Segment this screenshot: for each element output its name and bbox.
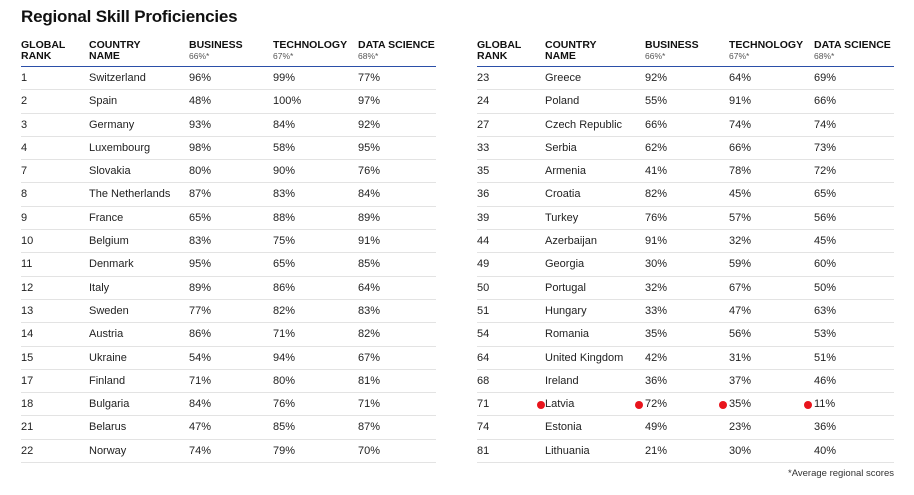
data-science-cell: 95% [358, 141, 381, 154]
business-cell: 33% [645, 304, 668, 317]
business-cell: 76% [645, 211, 668, 224]
table-row [477, 370, 894, 393]
business-cell: 93% [189, 118, 212, 131]
rank-cell: 71 [477, 398, 490, 411]
country-cell: Sweden [89, 304, 129, 317]
header-business: BUSINESS 66%* [645, 39, 699, 61]
rank-cell: 35 [477, 165, 490, 178]
country-cell: Bulgaria [89, 398, 130, 411]
table-row [477, 67, 894, 90]
table-row [477, 277, 894, 300]
table-row [21, 277, 436, 300]
country-cell: France [89, 211, 124, 224]
data-science-cell: 56% [814, 211, 837, 224]
business-cell: 36% [645, 374, 668, 387]
technology-cell: 82% [273, 304, 296, 317]
table-row [21, 160, 436, 183]
data-science-cell: 69% [814, 72, 837, 84]
data-science-cell: 67% [358, 351, 381, 364]
rank-cell: 33 [477, 141, 490, 154]
rank-cell: 12 [21, 281, 34, 294]
technology-cell: 56% [729, 328, 752, 341]
technology-cell: 64% [729, 72, 752, 84]
country-cell: Spain [89, 95, 118, 108]
data-science-cell: 81% [358, 374, 381, 387]
header-data-science: DATA SCIENCE 68%* [814, 39, 891, 61]
highlight-dot-icon [719, 401, 727, 409]
header-country: COUNTRY NAME [545, 39, 597, 62]
data-science-cell: 76% [358, 165, 381, 178]
rank-cell: 64 [477, 351, 490, 364]
country-cell: Latvia [545, 398, 575, 411]
country-cell: Luxembourg [89, 141, 151, 154]
data-science-cell: 50% [814, 281, 837, 294]
technology-cell: 76% [273, 398, 296, 411]
business-cell: 71% [189, 374, 212, 387]
data-science-cell: 85% [358, 258, 381, 271]
technology-cell: 31% [729, 351, 752, 364]
technology-cell: 37% [729, 374, 752, 387]
table-row [477, 207, 894, 230]
rank-cell: 8 [21, 188, 28, 201]
technology-cell: 67% [729, 281, 752, 294]
rank-cell: 4 [21, 141, 28, 154]
rank-cell: 13 [21, 304, 34, 317]
data-science-cell: 91% [358, 235, 381, 248]
rank-cell: 18 [21, 398, 34, 411]
highlight-dot-icon [537, 401, 545, 409]
country-cell: Portugal [545, 281, 586, 294]
business-cell: 49% [645, 421, 668, 434]
data-science-cell: 40% [814, 444, 837, 457]
technology-cell: 84% [273, 118, 296, 131]
business-cell: 65% [189, 211, 212, 224]
business-cell: 95% [189, 258, 212, 271]
country-cell: Georgia [545, 258, 585, 271]
business-average: 66%* [189, 51, 210, 61]
table-row [477, 114, 894, 137]
country-cell: Ireland [545, 374, 579, 387]
country-cell: Slovakia [89, 165, 131, 178]
data-science-cell: 70% [358, 444, 381, 457]
business-cell: 41% [645, 165, 668, 178]
technology-cell: 23% [729, 421, 752, 434]
data-science-cell: 46% [814, 374, 837, 387]
header-country: COUNTRY NAME [89, 39, 141, 62]
header-rank: GLOBAL RANK [477, 39, 522, 62]
technology-cell: 90% [273, 165, 296, 178]
table-row [477, 393, 894, 416]
rank-cell: 74 [477, 421, 490, 434]
business-cell: 47% [189, 421, 212, 434]
table-row [21, 90, 436, 113]
header-data-science: DATA SCIENCE 68%* [358, 39, 435, 61]
header-business: BUSINESS 66%* [189, 39, 243, 61]
table-row [21, 393, 436, 416]
country-cell: Lithuania [545, 444, 590, 457]
table-row [477, 183, 894, 206]
business-cell: 62% [645, 141, 668, 154]
rank-cell: 21 [21, 421, 34, 434]
business-cell: 30% [645, 258, 668, 271]
highlight-dot-icon [804, 401, 812, 409]
business-cell: 54% [189, 351, 212, 364]
country-cell: United Kingdom [545, 351, 624, 364]
rank-cell: 24 [477, 95, 490, 108]
technology-cell: 59% [729, 258, 752, 271]
technology-cell: 100% [273, 95, 302, 108]
data-science-cell: 73% [814, 141, 837, 154]
ranking-table-right [477, 38, 894, 463]
business-cell: 66% [645, 118, 668, 131]
table-row [21, 183, 436, 206]
table-body [477, 67, 894, 463]
table-row [21, 67, 436, 90]
technology-cell: 79% [273, 444, 296, 457]
technology-cell: 47% [729, 304, 752, 317]
country-cell: Poland [545, 95, 580, 108]
country-cell: Italy [89, 281, 110, 294]
business-cell: 89% [189, 281, 212, 294]
rank-cell: 36 [477, 188, 490, 201]
business-cell: 74% [189, 444, 212, 457]
business-cell: 92% [645, 72, 668, 84]
technology-cell: 30% [729, 444, 752, 457]
header-technology: TECHNOLOGY 67%* [729, 39, 804, 61]
business-average: 66%* [645, 51, 666, 61]
data-science-cell: 66% [814, 95, 837, 108]
data-science-cell: 82% [358, 328, 381, 341]
table-row [477, 323, 894, 346]
table-header [21, 38, 436, 67]
country-cell: Armenia [545, 165, 586, 178]
data-science-cell: 60% [814, 258, 837, 271]
technology-average: 67%* [729, 51, 750, 61]
rank-cell: 7 [21, 165, 28, 178]
technology-cell: 85% [273, 421, 296, 434]
country-cell: Greece [545, 72, 582, 84]
data-science-cell: 65% [814, 188, 837, 201]
table-row [477, 416, 894, 439]
technology-cell: 78% [729, 165, 752, 178]
table-row [21, 347, 436, 370]
business-cell: 80% [189, 165, 212, 178]
rank-cell: 27 [477, 118, 490, 131]
data-science-cell: 84% [358, 188, 381, 201]
rank-cell: 54 [477, 328, 490, 341]
technology-cell: 94% [273, 351, 296, 364]
table-row [21, 440, 436, 463]
country-cell: Estonia [545, 421, 582, 434]
data-science-cell: 11% [814, 398, 836, 411]
data-science-average: 68%* [358, 51, 379, 61]
country-cell: The Netherlands [89, 188, 171, 201]
country-cell: Azerbaijan [545, 235, 597, 248]
country-cell: Croatia [545, 188, 581, 201]
business-cell: 84% [189, 398, 212, 411]
business-cell: 77% [189, 304, 212, 317]
business-cell: 42% [645, 351, 668, 364]
data-science-average: 68%* [814, 51, 835, 61]
rank-cell: 10 [21, 235, 34, 248]
business-cell: 21% [645, 444, 668, 457]
table-row [477, 253, 894, 276]
table-row [21, 323, 436, 346]
business-cell: 72% [645, 398, 668, 411]
data-science-cell: 89% [358, 211, 381, 224]
data-science-cell: 92% [358, 118, 381, 131]
data-science-cell: 36% [814, 421, 837, 434]
header-technology: TECHNOLOGY 67%* [273, 39, 348, 61]
technology-cell: 35% [729, 398, 752, 411]
rank-cell: 9 [21, 211, 28, 224]
data-science-cell: 97% [358, 95, 381, 108]
business-cell: 55% [645, 95, 668, 108]
country-cell: Turkey [545, 211, 579, 224]
business-cell: 35% [645, 328, 668, 341]
country-cell: Finland [89, 374, 126, 387]
technology-cell: 58% [273, 141, 296, 154]
table-row [21, 253, 436, 276]
technology-cell: 45% [729, 188, 752, 201]
business-cell: 98% [189, 141, 212, 154]
country-cell: Ukraine [89, 351, 127, 364]
country-cell: Germany [89, 118, 135, 131]
technology-cell: 83% [273, 188, 296, 201]
table-row [21, 114, 436, 137]
ranking-table-left [21, 38, 436, 463]
rank-cell: 15 [21, 351, 34, 364]
data-science-cell: 87% [358, 421, 381, 434]
table-row [477, 230, 894, 253]
data-science-cell: 63% [814, 304, 837, 317]
rank-cell: 49 [477, 258, 490, 271]
business-cell: 83% [189, 235, 212, 248]
data-science-cell: 64% [358, 281, 381, 294]
table-row [21, 300, 436, 323]
technology-cell: 65% [273, 258, 296, 271]
table-row [477, 160, 894, 183]
technology-average: 67%* [273, 51, 294, 61]
table-header [477, 38, 894, 67]
table-row [21, 137, 436, 160]
technology-cell: 74% [729, 118, 752, 131]
table-row [477, 300, 894, 323]
rank-cell: 14 [21, 328, 34, 341]
business-cell: 86% [189, 328, 212, 341]
highlight-dot-icon [635, 401, 643, 409]
rank-cell: 44 [477, 235, 490, 248]
country-cell: Belarus [89, 421, 127, 434]
rank-cell: 68 [477, 374, 490, 387]
header-rank: GLOBAL RANK [21, 39, 66, 62]
rank-cell: 11 [21, 258, 33, 271]
country-cell: Norway [89, 444, 127, 457]
table-row [21, 416, 436, 439]
table-row [21, 230, 436, 253]
business-cell: 32% [645, 281, 668, 294]
page-title: Regional Skill Proficiencies [21, 7, 238, 26]
technology-cell: 91% [729, 95, 752, 108]
table-row [21, 370, 436, 393]
rank-cell: 39 [477, 211, 490, 224]
technology-cell: 75% [273, 235, 296, 248]
country-cell: Belgium [89, 235, 129, 248]
table-row [477, 347, 894, 370]
table-row [477, 90, 894, 113]
data-science-cell: 71% [358, 398, 381, 411]
country-cell: Romania [545, 328, 590, 341]
country-cell: Austria [89, 328, 124, 341]
country-cell: Denmark [89, 258, 134, 271]
rank-cell: 22 [21, 444, 34, 457]
data-science-cell: 45% [814, 235, 837, 248]
footnote: *Average regional scores [788, 468, 894, 479]
technology-cell: 71% [273, 328, 296, 341]
country-cell: Serbia [545, 141, 577, 154]
rank-cell: 1 [21, 72, 28, 84]
rank-cell: 2 [21, 95, 28, 108]
rank-cell: 51 [477, 304, 490, 317]
rank-cell: 50 [477, 281, 490, 294]
business-cell: 96% [189, 72, 212, 84]
business-cell: 82% [645, 188, 668, 201]
data-science-cell: 83% [358, 304, 381, 317]
data-science-cell: 77% [358, 72, 381, 84]
technology-cell: 57% [729, 211, 752, 224]
rank-cell: 81 [477, 444, 490, 457]
data-science-cell: 72% [814, 165, 837, 178]
table-row [477, 440, 894, 463]
technology-cell: 80% [273, 374, 296, 387]
business-cell: 91% [645, 235, 668, 248]
technology-cell: 32% [729, 235, 752, 248]
country-cell: Hungary [545, 304, 587, 317]
data-science-cell: 51% [814, 351, 837, 364]
technology-cell: 66% [729, 141, 752, 154]
business-cell: 48% [189, 95, 212, 108]
rank-cell: 3 [21, 118, 28, 131]
rank-cell: 17 [21, 374, 34, 387]
country-cell: Czech Republic [545, 118, 623, 131]
technology-cell: 99% [273, 72, 296, 84]
rank-cell: 23 [477, 72, 490, 84]
country-cell: Switzerland [89, 72, 146, 84]
technology-cell: 86% [273, 281, 296, 294]
table-body [21, 67, 436, 463]
technology-cell: 88% [273, 211, 296, 224]
data-science-cell: 74% [814, 118, 837, 131]
table-row [21, 207, 436, 230]
business-cell: 87% [189, 188, 212, 201]
data-science-cell: 53% [814, 328, 837, 341]
table-row [477, 137, 894, 160]
